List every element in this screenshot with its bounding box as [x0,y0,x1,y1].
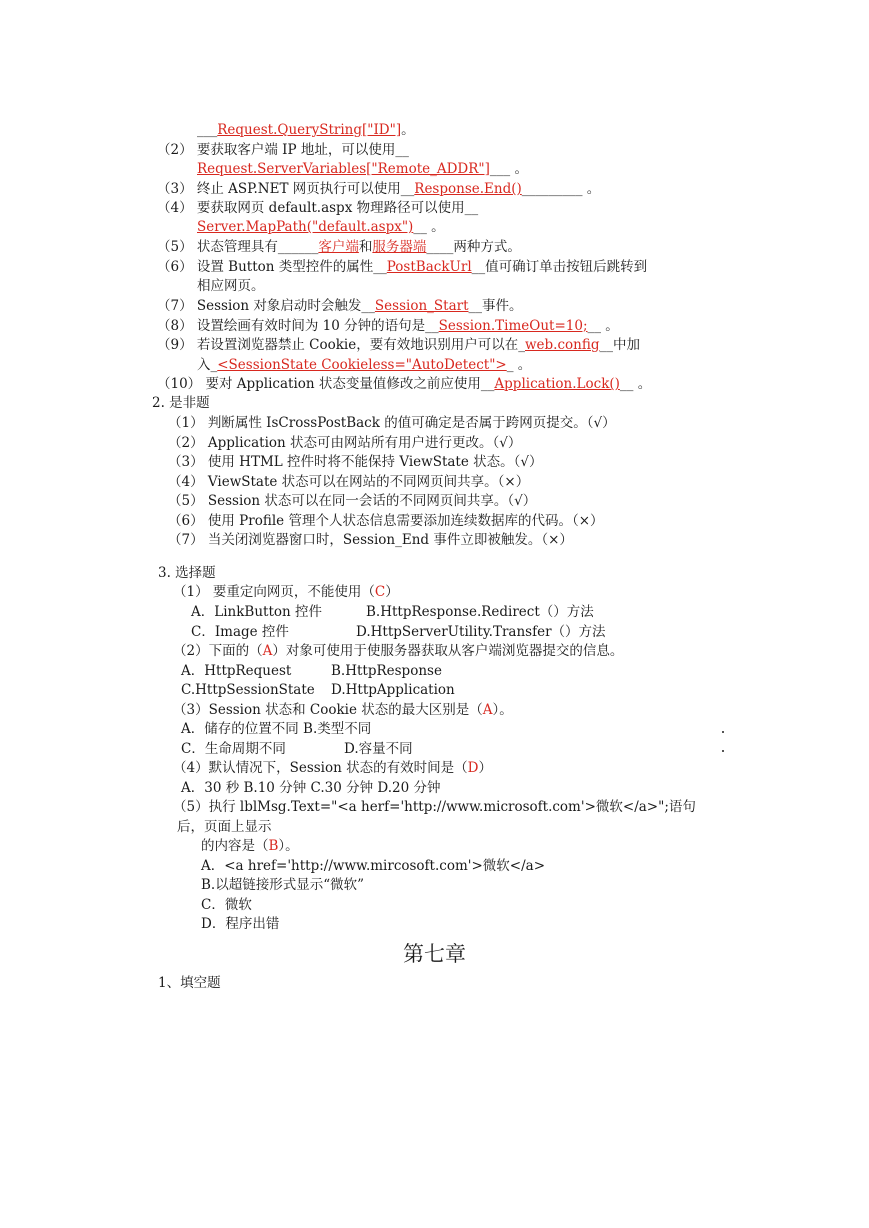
mc-option: B.HttpResponse.Redirect（）方法 [366,604,594,620]
fill-line: （4） 要获取网页 default.aspx 物理路径可以使用__ [157,200,479,216]
mc-question: （2）下面的（A）对象可使用于使服务器获取从客户端浏览器提交的信息。 [173,643,624,659]
fill-line: （10） 要对 Application 状态变量值修改之前应使用__Application.Lock()__ 。 [157,376,652,392]
mc-question: （4）默认情况下，Session 状态的有效时间是（D） [173,760,492,776]
tf-heading: 2. 是非题 [152,395,210,411]
mc-option: D.HttpServerUtility.Transfer（）方法 [356,624,606,640]
fill-line: （9） 若设置浏览器禁止 Cookie，要有效地识别用户可以在_web.config__中加 [157,337,641,353]
fill-line: （2） 要获取客户端 IP 地址，可以使用__ [157,142,409,158]
mc-question: （1） 要重定向网页，不能使用（C） [173,584,399,600]
tf-item: （3） 使用 HTML 控件时将不能保持 ViewState 状态。（√） [168,454,543,470]
mc-option: D．程序出错 [201,916,280,932]
tf-item: （1） 判断属性 IsCrossPostBack 的值可确定是否属于跨网页提交。（√） [168,415,616,431]
scan-mark [722,750,724,752]
mc-question: 的内容是（B）。 [201,838,299,854]
mc-heading: 3. 选择题 [158,565,216,581]
fill-line: Request.ServerVariables["Remote_ADDR"]___ 。 [197,161,528,177]
fill-line: （8） 设置绘画有效时间为 10 分钟的语句是__Session.TimeOut=10;__ 。 [157,318,619,334]
fill-line: （5） 状态管理具有______客户端和服务器端____两种方式。 [157,239,521,255]
tf-item: （4） ViewState 状态可以在网站的不同网页间共享。（×） [168,474,530,490]
mc-option: C．Image 控件 [191,624,289,640]
mc-option: D.HttpApplication [331,682,455,698]
mc-question: （5）执行 lblMsg.Text="<a herf='http://www.microsoft.com'>微软</a>";语句 [173,799,696,815]
mc-option: A．储存的位置不同 B.类型不同 [181,721,372,737]
mc-option: B.以超链接形式显示“微软” [201,877,365,893]
tf-item: （7） 当关闭浏览器窗口时，Session_End 事件立即被触发。（×） [168,532,573,548]
mc-option: C．生命周期不同 [181,741,286,757]
mc-option: A．<a href='http://www.mircosoft.com'>微软</a> [201,858,546,874]
mc-option: D.容量不同 [344,741,413,757]
mc-option: C.HttpSessionState [181,682,315,698]
scan-mark [722,731,724,733]
fill-line: Server.MapPath("default.aspx")__ 。 [197,219,445,235]
fill-line: （3） 终止 ASP.NET 网页执行可以使用__Response.End()_________ 。 [157,181,601,197]
tf-item: （5） Session 状态可以在同一会话的不同网页间共享。（√） [168,493,537,509]
mc-question: （3）Session 状态和 Cookie 状态的最大区别是（A）。 [173,702,513,718]
mc-option: A．30 秒 B.10 分钟 C.30 分钟 D.20 分钟 [181,780,441,796]
fill-line: 相应网页。 [197,278,265,294]
fill-line: 入_<SessionState Cookieless="AutoDetect">_ 。 [197,357,532,373]
mc-question: 后，页面上显示 [177,819,272,835]
mc-option: C．微软 [201,897,252,913]
fill-line: （7） Session 对象启动时会触发__Session_Start__事件。 [157,298,523,314]
tf-item: （2） Application 状态可由网站所有用户进行更改。（√） [168,435,522,451]
section-heading: 1、填空题 [158,975,221,991]
mc-option: A．LinkButton 控件 [191,604,322,620]
mc-option: A．HttpRequest [181,663,292,679]
fill-line: ___Request.QueryString["ID"]。 [197,122,415,138]
fill-line: （6） 设置 Button 类型控件的属性__PostBackUrl__值可确订单击按钮后跳转到 [157,259,648,275]
tf-item: （6） 使用 Profile 管理个人状态信息需要添加连续数据库的代码。（×） [168,513,604,529]
chapter-title: 第七章 [403,942,466,966]
mc-option: B.HttpResponse [331,663,442,679]
